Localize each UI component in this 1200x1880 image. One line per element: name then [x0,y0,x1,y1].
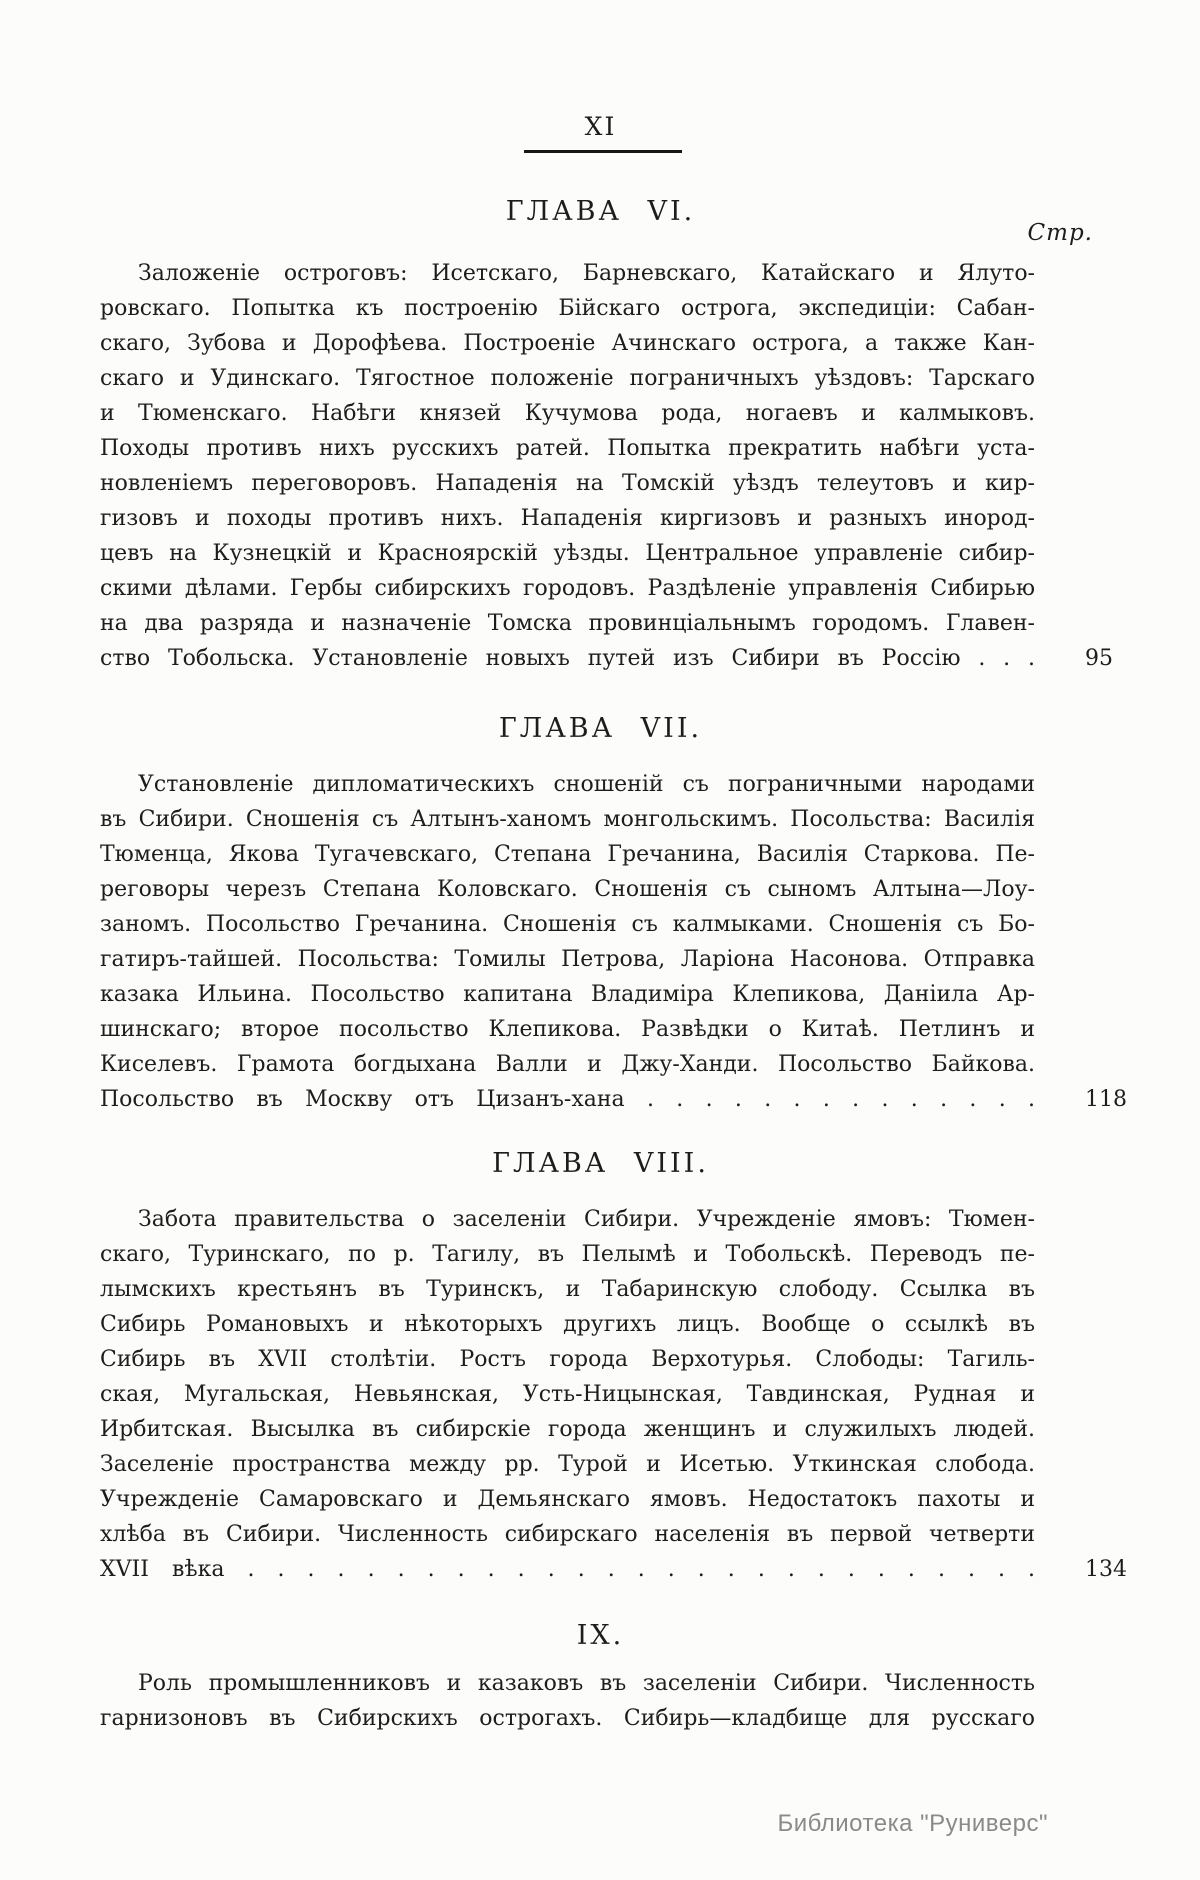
toc-line: гарнизоновъ въ Сибирскихъ острогахъ. Сибирь—кладбище для русскаго [100,1706,1035,1731]
toc-line-with-page [100,1552,1127,1587]
library-watermark: Библиотека "Руниверс" [777,1810,1048,1837]
chapter-heading-vi [100,195,1093,246]
page-column-label: Стр. [1027,220,1093,246]
toc-line: Заложеніе остроговъ: Исетскаго, Барневскаго, Катайскаго и Ялуто- [138,261,1035,286]
chapter-heading-text: ГЛАВА VIII. [492,1148,709,1179]
entry-page-number: 134 [1085,1557,1127,1582]
toc-line: гатиръ-тайшей. Посольства: Томилы Петрова, Ларіона Насонова. Отправка [100,947,1035,972]
toc-line-text: XVII вѣка . . . . . . . . . . . . . . . . . . . . . . . . . . . [100,1557,1035,1582]
folio-divider-rule [524,150,682,153]
toc-line: Забота правительства о заселеніи Сибири. Учрежденіе ямовъ: Тюмен- [138,1207,1035,1232]
toc-line: шинскаго; второе посольство Клепикова. Развѣдки о Китаѣ. Петлинъ и [100,1017,1035,1042]
toc-entry-viii [100,1202,1127,1587]
toc-line-with-page [100,641,1113,676]
toc-line: Учрежденіе Самаровскаго и Демьянскаго ямовъ. Недостатокъ пахоты и [100,1487,1035,1512]
chapter-heading-text: ГЛАВА VI. [505,196,696,227]
toc-line: реговоры черезъ Степана Коловскаго. Сношенія съ сыномъ Алтына—Лоу- [100,877,1035,902]
toc-line: Ирбитская. Высылка въ сибирскіе города женщинъ и служилыхъ людей. [100,1417,1035,1442]
toc-line: скими дѣлами. Гербы сибирскихъ городовъ. Раздѣленіе управленія Сибирью [100,576,1035,601]
chapter-heading-text: IX. [576,1620,625,1651]
toc-line-text: ство Тобольска. Установленіе новыхъ путей изъ Сибири въ Россію . . . [100,646,1035,671]
toc-line: заномъ. Посольство Гречанина. Сношенія съ калмыками. Сношенія съ Бо- [100,912,1035,937]
toc-line: лымскихъ крестьянъ въ Туринскъ, и Табаринскую слободу. Ссылка въ [100,1277,1035,1302]
toc-line: хлѣба въ Сибири. Численность сибирскаго населенія въ первой четверти [100,1522,1035,1547]
entry-page-number: 95 [1085,646,1113,671]
toc-line-text: Посольство въ Москву отъ Цизанъ-хана . . . . . . . . . . . . . . [100,1087,1035,1112]
toc-line: цевъ на Кузнецкій и Красноярскій уѣзды. Центральное управленіе сибир- [100,541,1035,566]
entry-page-number: 118 [1085,1087,1127,1112]
toc-line: Походы противъ нихъ русскихъ ратей. Попытка прекратить набѣги уста- [100,436,1035,461]
chapter-heading-text: ГЛАВА VII. [498,713,703,744]
toc-entry-ix [100,1666,1035,1736]
toc-line: Роль промышленниковъ и казаковъ въ заселеніи Сибири. Численность [138,1671,1035,1696]
toc-line: гизовъ и походы противъ нихъ. Нападенія киргизовъ и разныхъ инород- [100,506,1035,531]
toc-line: Тюменца, Якова Тугачевскаго, Степана Гречанина, Василія Старкова. Пе- [100,842,1035,867]
chapter-heading-viii [100,1147,1035,1180]
toc-line: скаго, Туринскаго, по р. Тагилу, въ Пелымѣ и Тобольскѣ. Переводъ пе- [100,1242,1035,1267]
toc-line: Сибирь въ XVII столѣтіи. Ростъ города Верхотурья. Слободы: Тагиль- [100,1347,1035,1372]
toc-line: и Тюменскаго. Набѣги князей Кучумова рода, ногаевъ и калмыковъ. [100,401,1035,426]
toc-line: скаго и Удинскаго. Тягостное положеніе пограничныхъ уѣздовъ: Тарскаго [100,366,1035,391]
chapter-heading-ix [100,1619,1035,1652]
page-number-folio: XI [584,112,617,141]
toc-entry-vi [100,256,1113,676]
toc-line: ская, Мугальская, Невьянская, Усть-Ницынская, Тавдинская, Рудная и [100,1382,1035,1407]
toc-line-with-page [100,1082,1127,1117]
toc-line: въ Сибири. Сношенія съ Алтынъ-ханомъ монгольскимъ. Посольства: Василія [100,807,1035,832]
toc-line: Киселевъ. Грамота богдыхана Валли и Джу-Ханди. Посольство Байкова. [100,1052,1035,1077]
toc-line: скаго, Зубова и Дорофѣева. Построеніе Ачинскаго острога, а также Кан- [100,331,1035,356]
toc-entry-vii [100,767,1127,1117]
toc-line: ровскаго. Попытка къ построенію Бійскаго острога, экспедиціи: Сабан- [100,296,1035,321]
toc-line: Заселеніе пространства между рр. Турой и Исетью. Уткинская слобода. [100,1452,1035,1477]
toc-line: Установленіе дипломатическихъ сношеній съ пограничными народами [138,772,1035,797]
toc-line: новленіемъ переговоровъ. Нападенія на Томскій уѣздъ телеутовъ и кир- [100,471,1035,496]
text-column [100,0,1127,1736]
toc-line: на два разряда и назначеніе Томска провинціальнымъ городомъ. Главен- [100,611,1035,636]
toc-line: казака Ильина. Посольство капитана Владиміра Клепикова, Даніила Ар- [100,982,1035,1007]
toc-line: Сибирь Романовыхъ и нѣкоторыхъ другихъ лицъ. Вообще о ссылкѣ въ [100,1312,1035,1337]
chapter-heading-vii [100,712,1035,745]
